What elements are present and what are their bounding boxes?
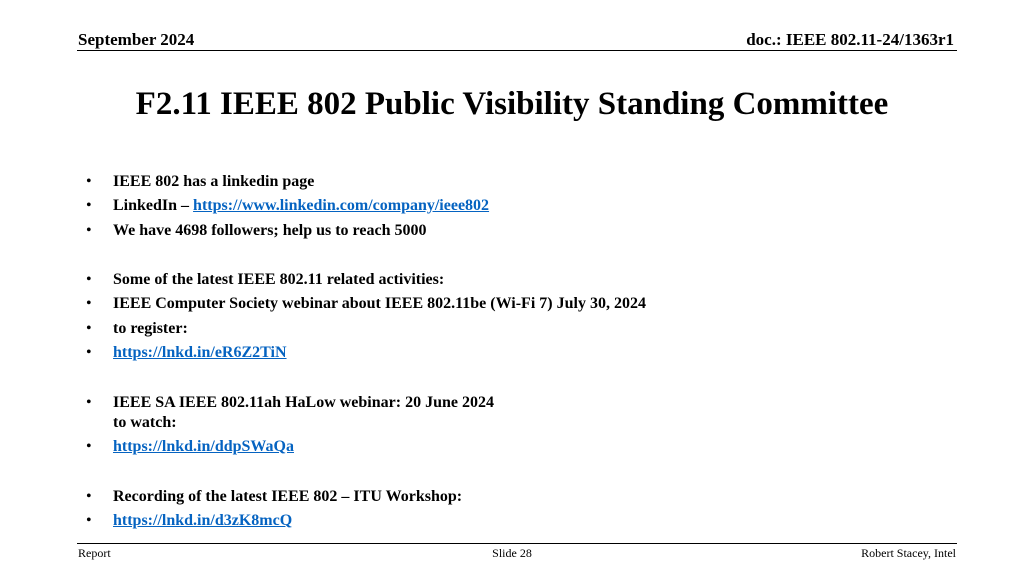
bullet-icon: • — [86, 222, 92, 239]
bullet-text: We have 4698 followers; help us to reach 5000 — [113, 222, 427, 239]
bullet-item-halow-webinar — [86, 393, 494, 433]
bullet-icon: • — [86, 394, 92, 411]
bullet-icon: • — [86, 320, 92, 337]
footer-slide-number: Slide 28 — [492, 546, 532, 560]
bullet-item-itu-workshop — [86, 487, 462, 507]
bullet-icon: • — [86, 295, 92, 312]
bullet-text: to register: — [113, 320, 188, 337]
register-link[interactable]: https://lnkd.in/eR6Z2TiN — [113, 344, 287, 361]
header-divider — [77, 50, 957, 51]
bullet-item-linkedin-page — [86, 172, 314, 192]
footer-author: Robert Stacey, Intel — [861, 546, 956, 560]
bullet-item-halow-link — [86, 437, 294, 457]
bullet-icon: • — [86, 197, 92, 214]
bullet-item-itu-link — [86, 511, 292, 531]
itu-workshop-link[interactable]: https://lnkd.in/d3zK8mcQ — [113, 512, 293, 529]
bullet-text: LinkedIn – — [113, 197, 194, 214]
bullet-item-wifi7-webinar — [86, 294, 646, 314]
header-date: September 2024 — [78, 30, 195, 49]
slide-title: F2.11 IEEE 802 Public Visibility Standing Committee — [135, 86, 889, 122]
header-doc-id: doc.: IEEE 802.11-24/1363r1 — [746, 30, 954, 49]
bullet-text: Some of the latest IEEE 802.11 related activities: — [113, 271, 445, 288]
bullet-text: IEEE SA IEEE 802.11ah HaLow webinar: 20 June 2024 — [113, 394, 494, 411]
bullet-icon: • — [86, 271, 92, 288]
halow-webinar-link[interactable]: https://lnkd.in/ddpSWaQa — [113, 438, 294, 455]
linkedin-link[interactable]: https://www.linkedin.com/company/ieee802 — [193, 197, 490, 214]
footer-report-label: Report — [78, 546, 111, 560]
bullet-text: Recording of the latest IEEE 802 – ITU Workshop: — [113, 488, 463, 505]
bullet-icon: • — [86, 438, 92, 455]
bullet-text: IEEE Computer Society webinar about IEEE 802.11be (Wi-Fi 7) July 30, 2024 — [113, 295, 646, 312]
bullet-icon: • — [86, 512, 92, 529]
bullet-item-to-register — [86, 319, 188, 339]
bullet-item-latest-activities — [86, 270, 444, 290]
bullet-icon: • — [86, 173, 92, 190]
bullet-item-register-link — [86, 343, 287, 363]
bullet-item-linkedin-url — [86, 196, 489, 216]
bullet-icon: • — [86, 344, 92, 361]
bullet-continuation-text: to watch: — [113, 414, 177, 431]
bullet-icon: • — [86, 488, 92, 505]
footer-divider — [77, 543, 957, 544]
bullet-item-followers — [86, 221, 426, 241]
bullet-text: IEEE 802 has a linkedin page — [113, 173, 315, 190]
